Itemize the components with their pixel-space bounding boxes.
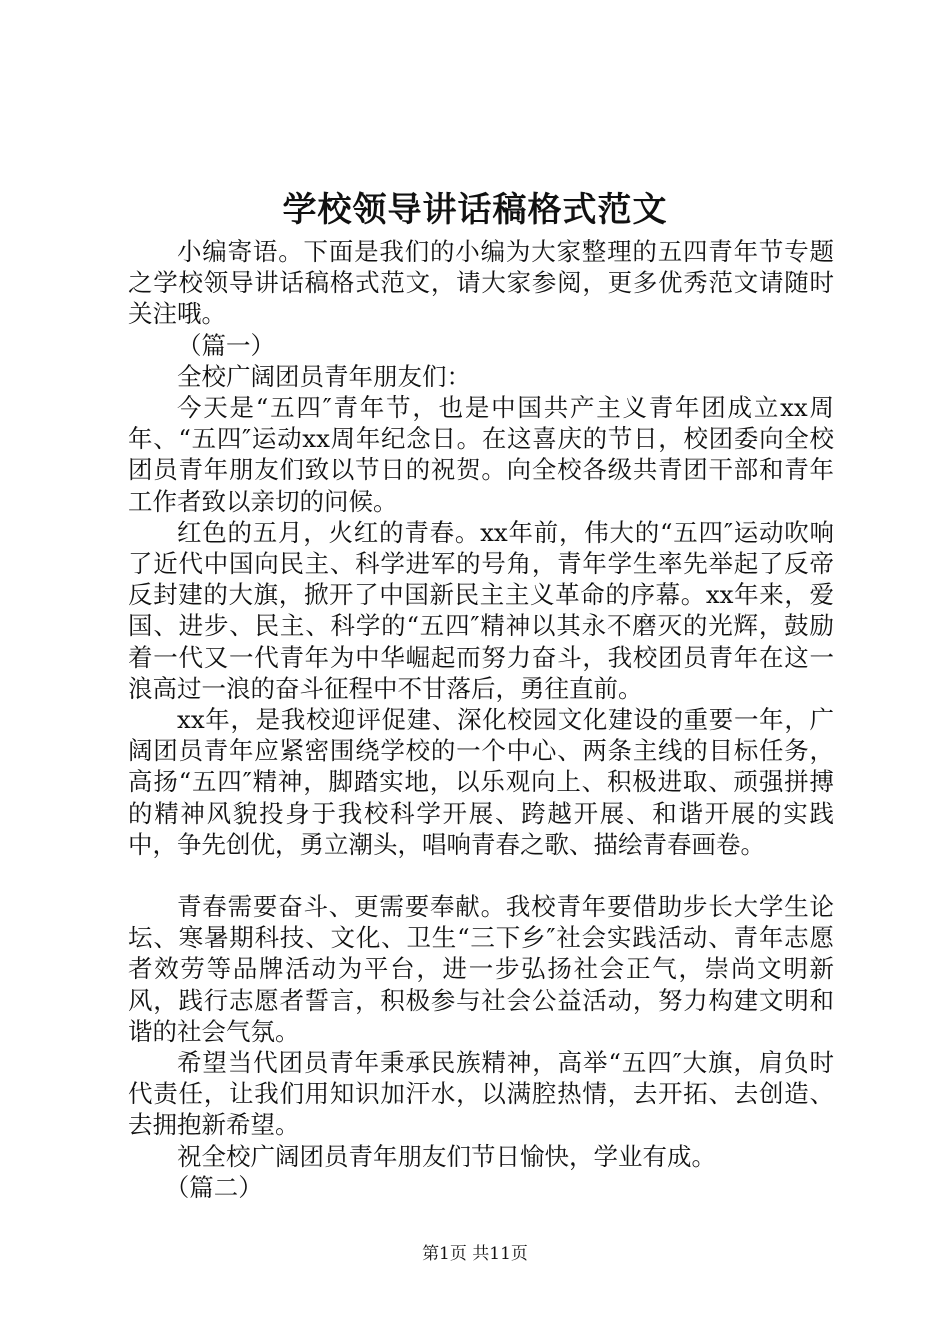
paragraph-intro: 小编寄语。下面是我们的小编为大家整理的五四青年节专题之学校领导讲话稿格式范文，请大家参阅，更多优秀范文请随时关注哦。 [128, 237, 834, 329]
paragraph-wishes: 祝全校广阔团员青年朋友们节日愉快，学业有成。 [177, 1141, 716, 1171]
paragraph-section-one-heading: （篇一） [177, 330, 275, 360]
paragraph-red-may: 红色的五月，火红的青春。xx年前，伟大的“五四″运动吹响了近代中国向民主、科学进军的号角，青年学生率先举起了反帝反封建的大旗，掀开了中国新民主主义革命的序幕。xx年来，爱国、进步、民主、科学的“五四″精神以其永不磨灭的光辉，鼓励着一代又一代青年为中华崛起而努力奋斗，我校团员青年在这一浪高过一浪的奋斗征程中不甘落后，勇往直前。 [128, 517, 834, 703]
paragraph-salutation: 全校广阔团员青年朋友们： [177, 361, 471, 391]
paragraph-section-two-heading: （篇二） [164, 1172, 263, 1202]
document-body [128, 236, 834, 1203]
document-title: 学校领导讲话稿格式范文 [282, 190, 668, 230]
page-footer: 第1页 共11页 [422, 1244, 528, 1264]
paragraph-this-year: xx年，是我校迎评促建、深化校园文化建设的重要一年，广阔团员青年应紧密围绕学校的一个中心、两条主线的目标任务，高扬“五四″精神，脚踏实地，以乐观向上、积极进取、顽强拼搏的精神风貌投身于我校科学开展、跨越开展、和谐开展的实践中，争先创优，勇立潮头，唱响青春之歌、描绘青春画卷。 [128, 705, 834, 859]
paragraph-hope: 希望当代团员青年秉承民族精神，高举“五四″大旗，肩负时代责任，让我们用知识加汗水，以满腔热情，去开拓、去创造、去拥抱新希望。 [128, 1048, 834, 1140]
paragraph-today: 今天是“五四″青年节，也是中国共产主义青年团成立xx周年、“五四″运动xx周年纪念日。在这喜庆的节日，校团委向全校团员青年朋友们致以节日的祝贺。向全校各级共青团干部和青年工作者致以亲切的问候。 [128, 393, 834, 516]
paragraph-youth-struggle: 青春需要奋斗、更需要奉献。我校青年要借助步长大学生论坛、寒暑期科技、文化、卫生“三下乡″社会实践活动、青年志愿者效劳等品牌活动为平台，进一步弘扬社会正气，崇尚文明新风，践行志愿者誓言，积极参与社会公益活动，努力构建文明和谐的社会气氛。 [128, 892, 834, 1046]
